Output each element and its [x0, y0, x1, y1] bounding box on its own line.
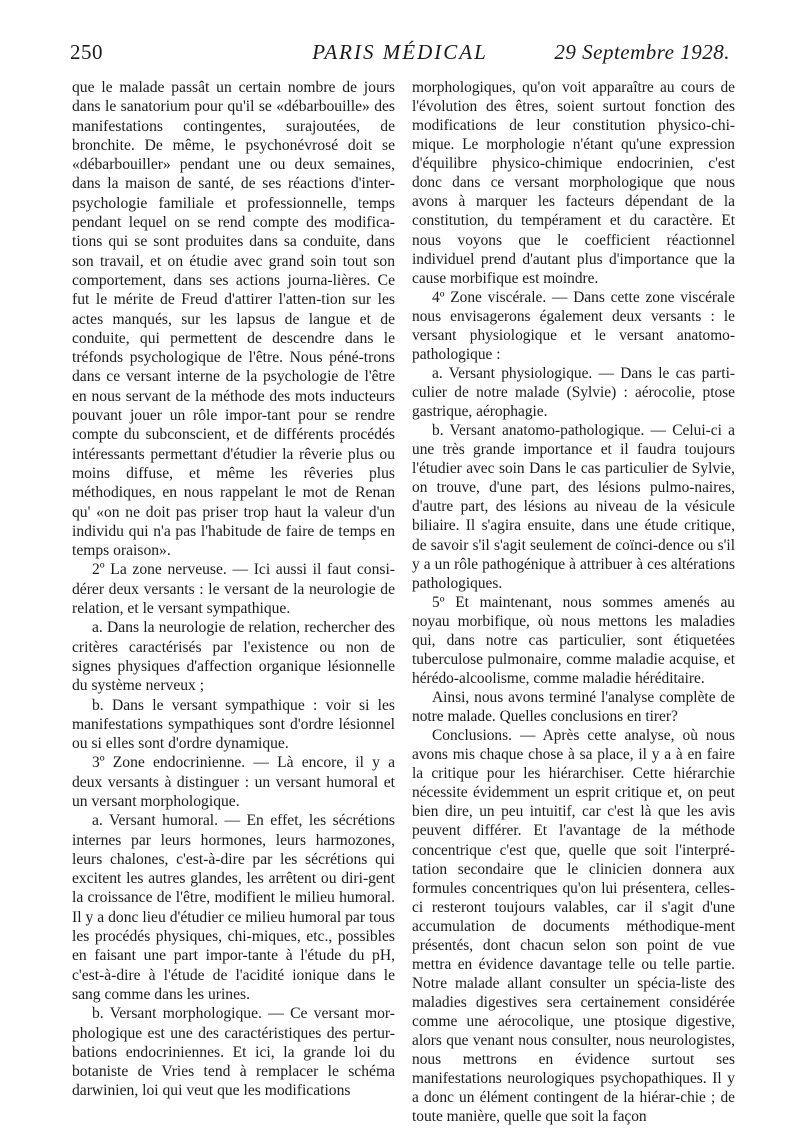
paragraph: 2º La zone nerveuse. — Ici aussi il faut consi-dérer deux versants : le versant de la neurologie de relation, et le versant sympathique. [72, 561, 395, 618]
paragraph: b. Versant anatomo-pathologique. — Celui-ci a une très grande importance et il faudra toujours l'étudier avec soin Dans le cas particulier de Sylvie, on trouve, d'une part, des lésions pulmo-naires, d'autre part, des lésions au niveau de la vésicule biliaire. Il s'agira ensuite, dans une étude critique, de savoir s'il s'agit seulement de coïnci-dence ou s'il y a un rôle pathogénique à attribuer à ces altérations pathologiques. [412, 422, 735, 592]
paragraph: que le malade passât un certain nombre de jours dans le sanatorium pour qu'il se «débarbouille» des manifestations contingentes, surajoutées, de bronchite. De même, le psychonévrosé doit se «débarbouiller» pendant une ou deux semaines, dans la maison de santé, de ses réactions d'inter-psychologie familiale et professionnelle, temps pendant lequel on se rend compte des modifica-tions qui se sont produites dans sa conduite, dans son travail, et on étudie avec grand soin tout son comportement, dans ses actions journa-lières. Ce fut le mérite de Freud d'attirer l'atten-tion sur les actes manqués, sur les lapsus de langue et de conduite, qui permettent de descendre dans le tréfonds psychologique de l'être. Nous péné-trons dans ce versant interne de la psychologie de l'être en nous servant de la méthode des mots inducteurs pouvant jouer un rôle impor-tant pour se rendre compte du subconscient, et de différents procédés intéressants permettant d'étudier la rêverie plus ou moins diffuse, et même les rêveries plus méthodiques, en nous rappelant le mot de Renan qu' «on ne doit pas priser trop haut la valeur d'un individu qui n'a pas l'habitude de faire de temps en temps oraison». [72, 79, 395, 560]
paragraph: a. Dans la neurologie de relation, rechercher des critères caractérisés par l'existence ou non de signes physiques d'affection organique lésionnelle du système nerveux ; [72, 619, 395, 695]
paragraph: 3º Zone endocrinienne. — Là encore, il y a deux versants à distinguer : un versant humoral et un versant morphologique. [72, 754, 395, 810]
paragraph: Ainsi, nous avons terminé l'analyse complète de notre malade. Quelles conclusions en tirer? [412, 689, 735, 726]
paragraph: morphologiques, qu'on voit apparaître au cours de l'évolution des êtres, soient surtout fonction des modifications de leur constitution physico-chi-mique. Le morphologie n'étant qu'une expression d'équilibre physico-chimique endocrinien, c'est donc dans ce versant morphologique que nous avons à marquer les facteurs dépendant de la constitution, du tempérament et du caractère. Et nous voyons que le coefficient réactionnel individuel prend d'autant plus d'importance que la cause morbifique est moindre. [412, 79, 735, 287]
paragraph: a. Versant humoral. — En effet, les sécrétions internes par leurs hormones, leurs harmozones, leurs chalones, c'est-à-dire par les sécrétions qui excitent les autres glandes, les arrêtent ou diri-gent la croissance de l'être, modifient le milieu humoral. Il y a donc lieu d'étudier ce milieu humoral par tous les procédés physiques, chi-miques, etc., possibles en faisant une part impor-tante à l'étude du pH, c'est-à-dire à l'étude de l'acidité ionique dans le sang comme dans les urines. [72, 812, 395, 1003]
paragraph: b. Versant morphologique. — Ce versant mor-phologique est une des caractéristiques des pertur-bations endocriniennes. Et ici, la grande loi du botaniste de Vries tend à remplacer le schéma darwinien, loi qui veut que les modifications [72, 1005, 395, 1100]
paragraph: Conclusions. — Après cette analyse, où nous avons mis chaque chose à sa place, il y a à en faire la critique pour les hiérarchiser. Cette hiérarchie nécessite évidemment un esprit critique et, on peut bien dire, un peu intuitif, car c'est là que les avis peuvent différer. Et l'avantage de la méthode concentrique c'est que, quelle que soit l'interpré-tation secondaire que le clinicien donnera aux formules concentriques qu'on lui présentera, celles-ci resteront toujours valables, car il s'agit d'une accumulation de documents méthodique-ment présentés, dont chacun selon son point de vue mettra en évidence davantage telle ou telle partie. Notre malade allant consulter un spécia-liste des maladies digestives sera certainement considérée comme une aérocolique, une ptosique digestive, alors que venant nous consulter, nous neurologistes, nous mettrons en évidence surtout ses manifestations neurologiques psychopathiques. Il y a donc un élément contingent de la hiérar-chie ; de toute manière, quelle que soit la façon [412, 727, 735, 1126]
page-number: 250 [70, 40, 103, 64]
page-header [70, 40, 730, 74]
paragraph: 4º Zone viscérale. — Dans cette zone viscérale nous envisagerons également deux versants : le versant physiologique et le versant anatomo-pathologique : [412, 288, 735, 363]
journal-title: PARIS MÉDICAL [312, 40, 488, 64]
left-column [72, 78, 395, 1101]
paragraph: a. Versant physiologique. — Dans le cas parti-culier de notre malade (Sylvie) : aérocolie, ptose gastrique, aérophagie. [412, 364, 735, 421]
issue-date: 29 Septembre 1928. [554, 40, 730, 64]
paragraph: 5º Et maintenant, nous sommes amenés au noyau morbifique, où nous mettons les maladies qui, dans notre cas particulier, sont étiquetées tuberculose pulmonaire, comme maladie acquise, et hérédo-alcoolisme, comme maladie héréditaire. [412, 593, 735, 687]
right-column [412, 78, 735, 1126]
paragraph: b. Dans le versant sympathique : voir si les manifestations sympathiques sont d'ordre lésionnel ou si elles sont d'ordre dynamique. [72, 696, 395, 753]
